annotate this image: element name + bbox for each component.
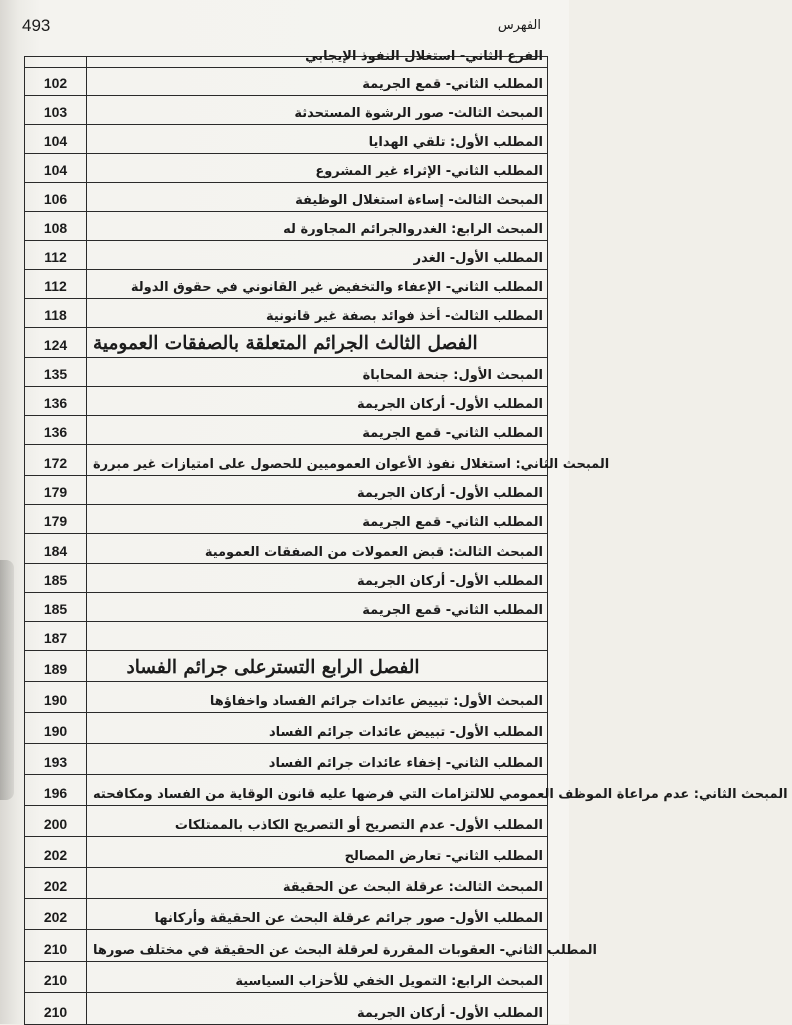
toc-entry-title: المبحث الرابع: التمويل الخفي للأحزاب السياسية [235,974,543,989]
toc-entry-title: المبحث الثاني: استغلال نفوذ الأعوان العموميين للحصول على امتيازات غير مبررة [93,457,610,472]
running-title: الفهرس [497,18,541,33]
toc-entry-row [24,930,597,962]
toc-entry-row [24,68,548,96]
page-binding-shadow [0,560,14,800]
toc-page-number: 189 [25,651,87,681]
toc-page-number: 210 [25,930,87,961]
toc-page-number: 196 [25,775,87,805]
toc-entry-row [24,837,548,868]
toc-title-cell [87,387,547,415]
toc-title-cell [87,962,547,992]
toc-page-number: 112 [25,270,87,298]
toc-entry-row [24,476,548,505]
toc-entry-row [24,241,548,270]
toc-entry-row [24,154,548,183]
toc-title-cell [87,445,613,475]
toc-title-cell [87,270,547,298]
toc-page-number: 112 [25,241,87,269]
toc-entry-row [24,806,548,837]
toc-entry-title: المطلب الثاني- تعارض المصالح [344,849,543,864]
toc-title-cell [87,868,547,898]
toc-entry-title: المطلب الثاني- قمع الجريمة [362,515,543,530]
toc-entry-title: المبحث الثاني: عدم مراعاة الموظف العمومي للالتزامات التي فرضها عليه قانون الوقاية من الفساد ومكافحته [93,787,788,802]
toc-title-cell [87,416,547,444]
toc-title-cell [87,358,547,386]
toc-entry-row [24,593,548,622]
toc-title-cell [87,328,572,357]
toc-title-cell [87,299,547,327]
toc-entry-title: المبحث الرابع: الغدروالجرائم المجاورة له [283,222,543,237]
toc-page-number: 104 [25,125,87,153]
toc-title-cell [87,593,547,621]
toc-page-number: 185 [25,564,87,592]
toc-title-cell [87,154,547,182]
toc-entry-row [24,270,548,299]
toc-entry-row [24,713,548,744]
toc-entry-title: المطلب الثاني- قمع الجريمة [362,603,543,618]
toc-chapter-title: الفصل الرابع التسترعلى جرائم الفساد [126,657,420,678]
toc-page-number: 124 [25,328,87,357]
toc-title-cell [87,534,547,563]
toc-title-cell [87,49,547,67]
toc-entry-title: المطلب الأول- أركان الجريمة [356,486,543,501]
toc-entry-row [24,387,548,416]
toc-page-number: 210 [25,962,87,992]
toc-title-cell [87,899,547,929]
toc-page-number: 200 [25,806,87,836]
toc-page-number: 190 [25,713,87,743]
toc-entry-row [24,445,610,476]
toc-entry-row [24,96,548,125]
toc-title-cell [87,993,547,1024]
page-number: 493 [22,16,51,35]
toc-entry-title: المطلب الثالث- أخذ فوائد بصفة غير قانونية [265,309,543,324]
toc-entry-row [24,183,548,212]
toc-page-number: 193 [25,744,87,774]
toc-entry-row [24,505,548,534]
toc-entry-title: الفرع الثاني- استغلال النفوذ الإيجابي [305,49,543,64]
toc-entry-title: المطلب الثاني- قمع الجريمة [362,77,543,92]
toc-page-number: 136 [25,387,87,415]
toc-title-cell [87,713,547,743]
toc-page-number [25,57,87,67]
table-of-contents [24,49,788,1025]
toc-entry-row [24,622,548,651]
toc-title-cell [87,476,547,504]
toc-page-number: 118 [25,299,87,327]
toc-page-number: 136 [25,416,87,444]
toc-chapter-row [24,651,548,682]
toc-entry-title: المبحث الثالث: قبض العمولات من الصفقات العمومية [204,545,543,560]
toc-entry-title: المبحث الثالث: عرقلة البحث عن الحقيقة [282,880,543,895]
toc-title-cell [87,775,792,805]
toc-title-cell [87,837,547,867]
toc-page-number: 172 [25,445,87,475]
toc-title-cell [87,96,547,124]
toc-page-number: 185 [25,593,87,621]
toc-entry-title: المطلب الثاني- الإثراء غير المشروع [315,164,543,179]
toc-entry-row [24,682,548,713]
toc-entry-row [24,899,548,930]
toc-page-number: 187 [25,622,87,650]
toc-page-number: 106 [25,183,87,211]
toc-title-cell [87,212,547,240]
toc-chapter-title: الفصل الثالث الجرائم المتعلقة بالصفقات العمومية [93,333,478,354]
toc-title-cell [87,241,547,269]
toc-title-cell [87,806,547,836]
toc-page-number: 190 [25,682,87,712]
toc-entry-row [24,868,548,899]
toc-title-cell [87,564,547,592]
toc-page-number: 103 [25,96,87,124]
toc-page-number: 179 [25,505,87,533]
toc-page-number: 104 [25,154,87,182]
toc-entry-title: المطلب الثاني- إخفاء عائدات جرائم الفساد [268,756,543,771]
toc-entry-title: المطلب الأول- عدم التصريح أو التصريح الكاذب بالممتلكات [174,818,543,833]
toc-page-number: 210 [25,993,87,1024]
toc-entry-title: المبحث الثالث- إساءة استغلال الوظيفة [295,193,543,208]
toc-page-number: 184 [25,534,87,563]
toc-entry-title: المطلب الثاني- الإعفاء والتخفيض غير القانوني في حقوق الدولة [130,280,543,295]
toc-page-number: 102 [25,68,87,95]
page-header [22,14,541,42]
toc-title-cell [87,682,547,712]
toc-title-cell [87,651,547,681]
toc-entry-row [24,962,548,993]
toc-title-cell [87,744,547,774]
toc-page-number: 202 [25,899,87,929]
toc-title-cell [87,505,547,533]
toc-entry-row [24,564,548,593]
toc-entry-row [24,534,548,564]
toc-page-number: 108 [25,212,87,240]
toc-entry-title: المطلب الثاني- قمع الجريمة [362,426,543,441]
toc-entry-title: المطلب الثاني- العقوبات المقررة لعرقلة البحث عن الحقيقة في مختلف صورها [93,943,597,958]
toc-entry-title: المطلب الأول- الغدر [413,251,543,266]
toc-entry-title: المطلب الأول- تبييض عائدات جرائم الفساد [269,725,543,740]
toc-page-number: 202 [25,868,87,898]
toc-title-cell [87,125,547,153]
toc-entry-title: المطلب الأول: تلقي الهدايا [368,135,543,150]
toc-entry-row [24,775,788,806]
toc-title-cell [87,68,547,95]
toc-entry-row [24,125,548,154]
toc-page-number: 202 [25,837,87,867]
toc-entry-row [24,993,548,1025]
toc-entry-title: المبحث الثالث- صور الرشوة المستحدثة [294,106,543,121]
toc-entry-title: المطلب الأول- أركان الجريمة [356,1006,543,1021]
toc-entry-title: المطلب الأول- صور جرائم عرقلة البحث عن الحقيقة وأركانها [154,911,543,926]
toc-entry-row [24,212,548,241]
toc-title-cell [87,930,601,961]
toc-page-number: 179 [25,476,87,504]
toc-entry-row [24,744,548,775]
toc-entry-row [24,358,548,387]
toc-entry-title: المبحث الأول: جنحة المحاباة [362,368,543,383]
toc-entry-row [24,416,548,445]
toc-entry-title: المطلب الأول- أركان الجريمة [356,397,543,412]
toc-entry-row [24,299,548,328]
toc-entry-title: المطلب الأول- أركان الجريمة [356,574,543,589]
toc-chapter-row [24,328,548,358]
toc-title-cell [87,183,547,211]
toc-entry-row [24,49,548,68]
toc-entry-title: المبحث الأول: تبييض عائدات جرائم الفساد واخفاؤها [209,694,543,709]
toc-page-number: 135 [25,358,87,386]
